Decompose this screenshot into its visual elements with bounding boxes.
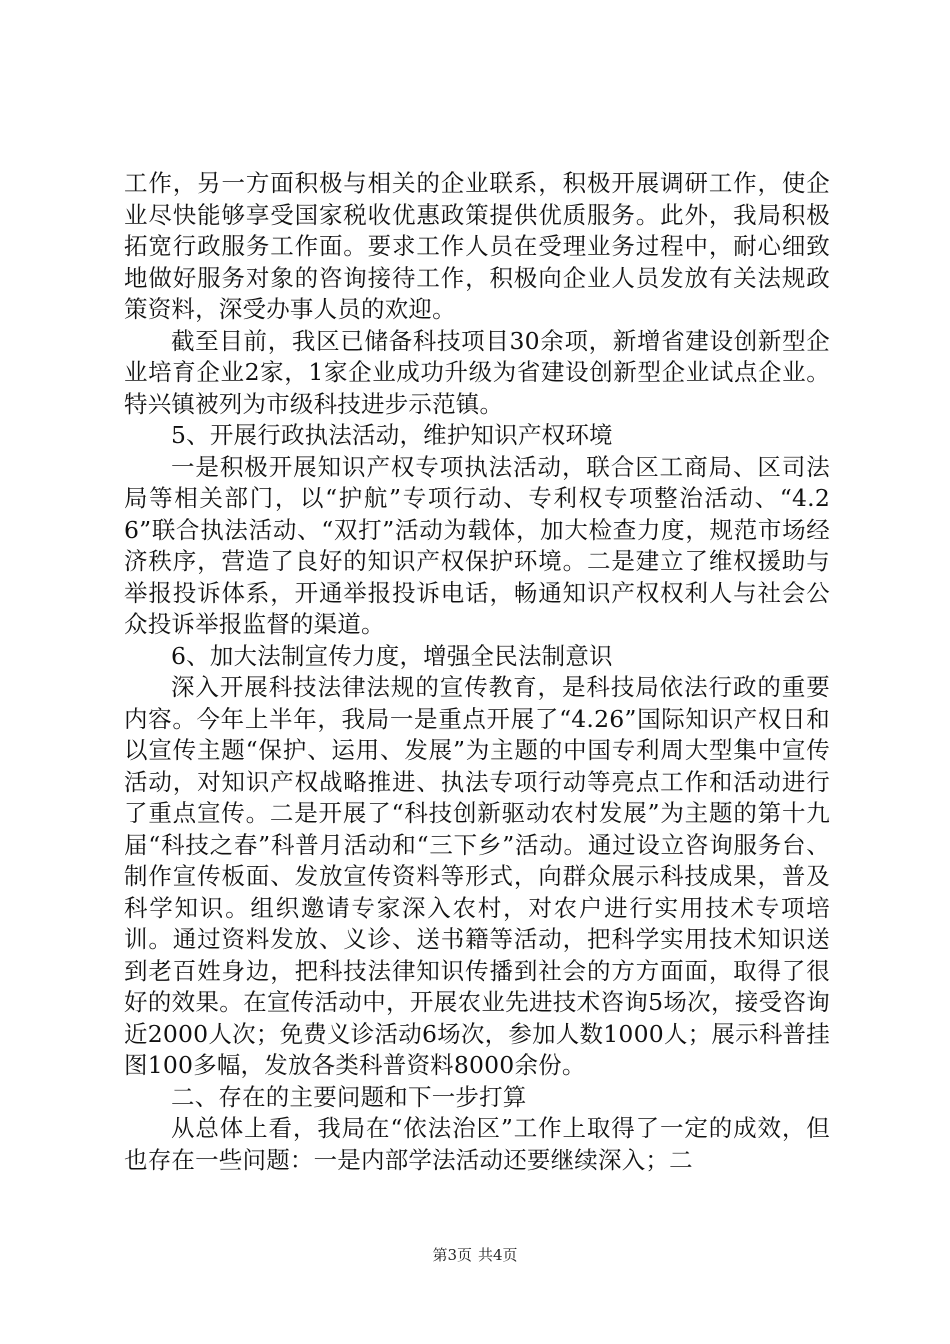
paragraph-problems: 从总体上看，我局在“依法治区”工作上取得了一定的成效，但也存在一些问题：一是内部学法活动还要继续深入；二 bbox=[124, 1114, 830, 1174]
document-body bbox=[124, 168, 830, 1176]
section-heading-5: 5、开展行政执法活动，维护知识产权环境 bbox=[171, 421, 613, 449]
paragraph-projects-summary: 截至目前，我区已储备科技项目30余项，新增省建设创新型企业培育企业2家，1家企业成功升级为省建设创新型企业试点企业。特兴镇被列为市级科技进步示范镇。 bbox=[124, 326, 830, 418]
paragraph-continuation: 工作，另一方面积极与相关的企业联系，积极开展调研工作，使企业尽快能够享受国家税收优惠政策提供优质服务。此外，我局积极拓宽行政服务工作面。要求工作人员在受理业务过程中，耐心细致地做好服务对象的咨询接待工作，积极向企业人员发放有关法规政策资料，深受办事人员的欢迎。 bbox=[124, 169, 830, 323]
paragraph-publicity: 深入开展科技法律法规的宣传教育，是科技局依法行政的重要内容。今年上半年，我局一是重点开展了“4.26”国际知识产权日和以宣传主题“保护、运用、发展”为主题的中国专利周大型集中宣传活动，对知识产权战略推进、执法专项行动等亮点工作和活动进行了重点宣传。二是开展了“科技创新驱动农村发展”为主题的第十九届“科技之春”科普月活动和“三下乡”活动。通过设立咨询服务台、制作宣传板面、发放宣传资料等形式，向群众展示科技成果，普及科学知识。组织邀请专家深入农村，对农户进行实用技术专项培训。通过资料发放、义诊、送书籍等活动，把科学实用技术知识送到老百姓身边，把科技法律知识传播到社会的方方面面，取得了很好的效果。在宣传活动中，开展农业先进技术咨询5场次，接受咨询近2000人次；免费义诊活动6场次，参加人数1000人；展示科普挂图100多幅，发放各类科普资料8000余份。 bbox=[124, 673, 830, 1079]
page-total: 共4页 bbox=[478, 1246, 518, 1264]
section-heading-6: 6、加大法制宣传力度，增强全民法制意识 bbox=[171, 641, 613, 670]
section-heading-problems: 二、存在的主要问题和下一步打算 bbox=[171, 1082, 527, 1111]
page-footer bbox=[0, 1245, 950, 1265]
page-number: 第3页 bbox=[432, 1246, 472, 1264]
paragraph-enforcement: 一是积极开展知识产权专项执法活动，联合区工商局、区司法局等相关部门，以“护航”专项行动、专利权专项整治活动、“4.26”联合执法活动、“双打”活动为载体，加大检查力度，规范市场经济秩序，营造了良好的知识产权保护环境。二是建立了维权援助与举报投诉体系，开通举报投诉电话，畅通知识产权权利人与社会公众投诉举报监督的渠道。 bbox=[124, 452, 830, 638]
